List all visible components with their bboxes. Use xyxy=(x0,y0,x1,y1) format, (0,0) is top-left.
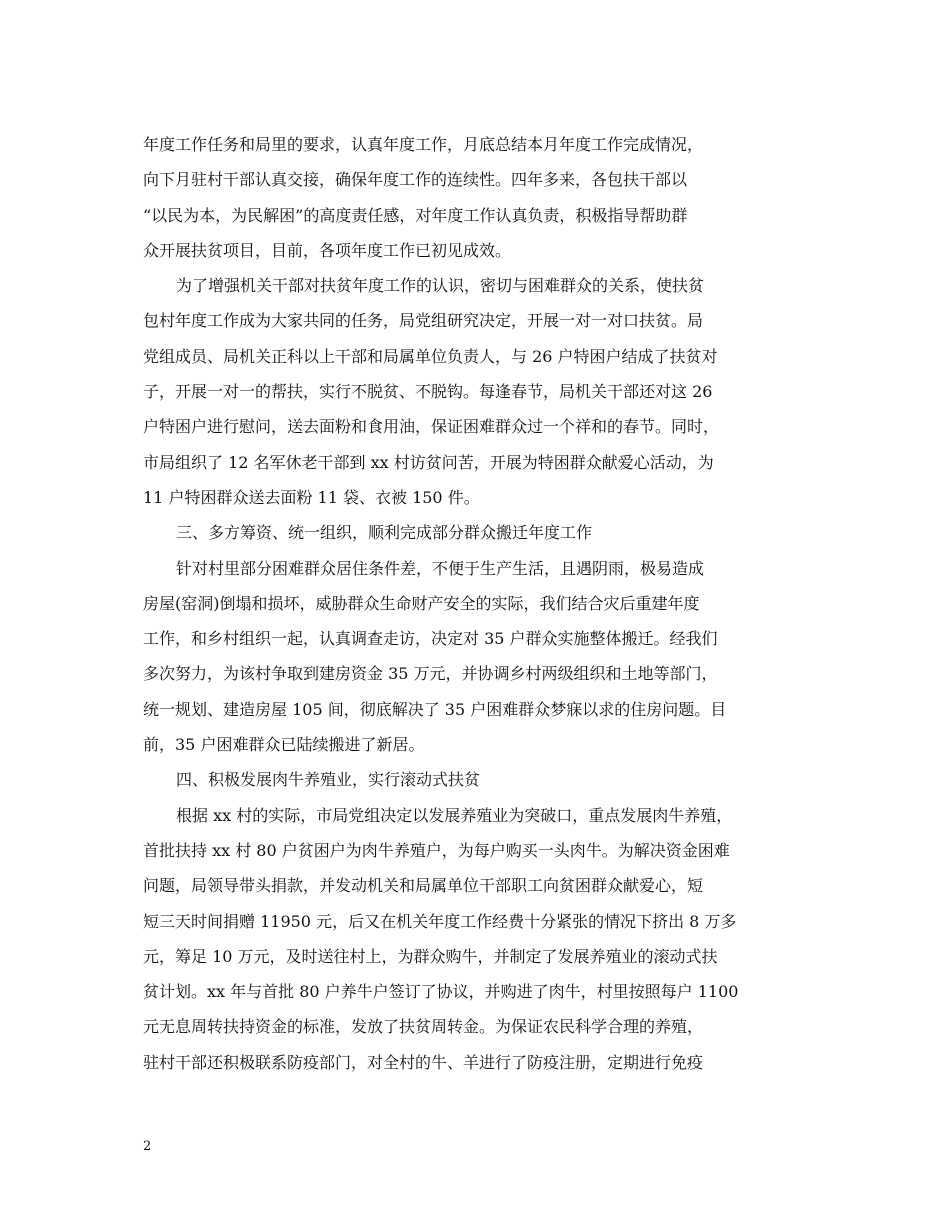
text-line: 短三天时间捐赠 11950 元，后又在机关年度工作经费十分紧张的情况下挤出 8 万多 xyxy=(143,911,737,931)
text-line: 年度工作任务和局里的要求，认真年度工作，月底总结本月年度工作完成情况， xyxy=(143,135,704,154)
paragraph-start-line: 针对村里部分困难群众居住条件差，不便于生产生活，且遇阴雨，极易造成 xyxy=(176,558,705,578)
text-line: 众开展扶贫项目，目前，各项年度工作已初见成效。 xyxy=(143,240,512,260)
text-line: 党组成员、局机关正科以上干部和局属单位负责人，与 26 户特困户结成了扶贫对 xyxy=(143,346,718,366)
text-line: 前，35 户困难群众已陆续搬进了新居。 xyxy=(143,735,425,755)
text-line: 多次努力，为该村争取到建房资金 35 万元，并协调乡村两级组织和土地等部门， xyxy=(143,664,718,684)
text-line: 元，筹足 10 万元，及时送往村上，为群众购牛，并制定了发展养殖业的滚动式扶 xyxy=(143,946,718,966)
text-line: 户特困户进行慰问，送去面粉和食用油，保证困难群众过一个祥和的春节。同时， xyxy=(143,417,720,437)
text-line: 向下月驻村干部认真交接，确保年度工作的连续性。四年多来，各包扶干部以 xyxy=(143,170,688,190)
page-number: 2 xyxy=(143,1139,152,1154)
text-line: 统一规划、建造房屋 105 间，彻底解决了 35 户困难群众梦寐以求的住房问题。目 xyxy=(143,699,727,719)
paragraph-start-line: 根据 xx 村的实际，市局党组决定以发展养殖业为突破口，重点发展肉牛养殖， xyxy=(176,805,733,825)
text-line: 问题，局领导带头捐款，并发动机关和局属单位干部职工向贫困群众献爱心，短 xyxy=(143,876,704,896)
paragraph-start-line: 为了增强机关干部对扶贫年度工作的认识，密切与困难群众的关系，使扶贫 xyxy=(176,276,705,296)
text-line: 子，开展一对一的帮扶，实行不脱贫、不脱钩。每逢春节，局机关干部还对这 26 xyxy=(143,382,713,402)
text-line: 贫计划。xx 年与首批 80 户养牛户签订了协议，并购进了肉牛，村里按照每户 1100 xyxy=(143,982,739,1002)
body-text xyxy=(143,127,807,1080)
text-line: 驻村干部还积极联系防疫部门，对全村的牛、羊进行了防疫注册，定期进行免疫 xyxy=(143,1052,704,1072)
text-line: 房屋(窑洞)倒塌和损坏，威胁群众生命财产安全的实际，我们结合灾后重建年度 xyxy=(143,593,700,613)
text-line: 元无息周转扶持资金的标准，发放了扶贫周转金。为保证农民科学合理的养殖， xyxy=(143,1017,704,1037)
text-line: “以民为本，为民解困”的高度责任感，对年度工作认真负责，积极指导帮助群 xyxy=(143,205,688,225)
section-heading: 四、积极发展肉牛养殖业，实行滚动式扶贫 xyxy=(176,770,481,790)
text-line: 首批扶持 xx 村 80 户贫困户为肉牛养殖户，为每户购买一头肉牛。为解决资金困难 xyxy=(143,840,730,860)
text-line: 市局组织了 12 名军休老干部到 xx 村访贫问苦，开展为特困群众献爱心活动，为 xyxy=(143,452,714,472)
section-heading: 三、多方筹资、统一组织，顺利完成部分群众搬迁年度工作 xyxy=(176,523,593,543)
text-line: 包村年度工作成为大家共同的任务，局党组研究决定，开展一对一对口扶贫。局 xyxy=(143,311,704,331)
text-line: 工作，和乡村组织一起，认真调查走访，决定对 35 户群众实施整体搬迁。经我们 xyxy=(143,629,718,649)
text-line: 11 户特困群众送去面粉 11 袋、衣被 150 件。 xyxy=(143,487,480,507)
